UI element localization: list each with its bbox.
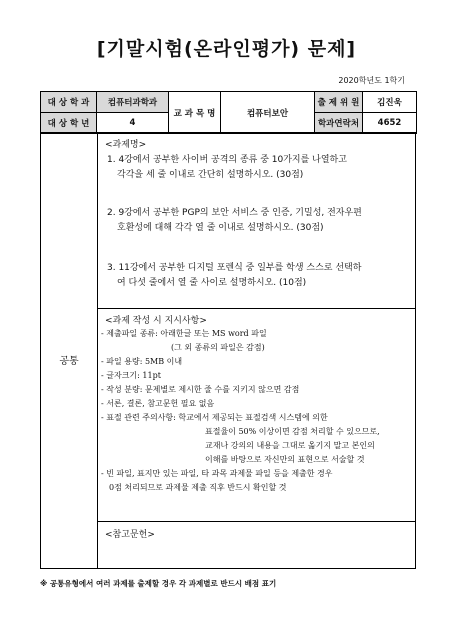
dept-label: 대 상 학 과: [41, 92, 97, 113]
assignment-section: [97, 133, 415, 309]
instruction-line: 0점 처리되므로 과제물 제출 직후 반드시 확인할 것: [109, 483, 287, 492]
page-title: [기말시험(온라인평가) 문제]: [96, 38, 357, 60]
semester-label: 2020학년도 1학기: [338, 76, 405, 85]
committee-label: 출 제 위 원: [315, 92, 363, 113]
subject-value: 컴퓨터보안: [221, 92, 315, 134]
instruction-line: - 표절 관련 주의사항: 학교에서 제공되는 표절검색 시스템에 의한: [101, 413, 328, 422]
grade-value: 4: [97, 113, 169, 134]
content-box: [40, 132, 416, 569]
committee-value: 김진욱: [363, 92, 417, 113]
instructions-heading: <과제 작성 시 지시사항>: [105, 316, 207, 326]
subject-label: 교 과 목 명: [169, 92, 221, 134]
instructions-section: [97, 309, 415, 522]
info-table: [40, 91, 417, 134]
instruction-line: - 빈 파일, 표지만 있는 파일, 타 과목 과제물 파일 등을 제출한 경우: [101, 469, 333, 478]
grade-label: 대 상 학 년: [41, 113, 97, 134]
common-label: 공통: [59, 356, 79, 367]
contact-value: 4652: [363, 113, 417, 134]
question-2: 2. 9강에서 공부한 PGP의 보안 서비스 중 인증, 기밀성, 전자우편 호환성에 대해 각각 열 줄 이내로 설명하시오. (30점): [107, 208, 362, 233]
instruction-line: - 파일 용량: 5MB 이내: [101, 357, 183, 366]
type-column: [41, 133, 98, 568]
instruction-line: - 글자크기: 11pt: [101, 371, 161, 380]
question-3: 3. 11강에서 공부한 디지털 포렌식 중 일부를 학생 스스로 선택하 여 다섯 줄에서 열 줄 사이로 설명하시오. (10점): [107, 263, 362, 288]
dept-value: 컴퓨터과학과: [97, 92, 169, 113]
instruction-line: - 작성 분량: 문제별로 제시한 줄 수를 지키지 않으면 감점: [101, 385, 300, 394]
instruction-line: - 제출파일 종류: 아래한글 또는 MS word 파일: [101, 329, 267, 338]
instruction-line: (그 외 종류의 파일은 감점): [171, 343, 265, 352]
instructions-list: [101, 327, 413, 495]
instruction-line: 교재나 강의의 내용을 그대로 옮기지 말고 본인의: [205, 441, 375, 450]
footnote: ※ 공통유형에서 여러 과제를 출제할 경우 각 과제별로 반드시 배점 표기: [40, 579, 277, 588]
instruction-line: 이해를 바탕으로 자신만의 표현으로 서술할 것: [205, 455, 365, 464]
instruction-line: 표절율이 50% 이상이면 감점 처리할 수 있으므로,: [205, 427, 380, 436]
assignment-heading: <과제명>: [105, 140, 147, 150]
references-section: [97, 522, 415, 568]
contact-label: 학과연락처: [315, 113, 363, 134]
instruction-line: - 서론, 결론, 참고문헌 필요 없음: [101, 399, 215, 408]
references-heading: <참고문헌>: [105, 530, 155, 540]
question-1: 1. 4강에서 공부한 사이버 공격의 종류 중 10가지를 나열하고 각각을 세 줄 이내로 간단히 설명하시오. (30점): [107, 155, 347, 180]
